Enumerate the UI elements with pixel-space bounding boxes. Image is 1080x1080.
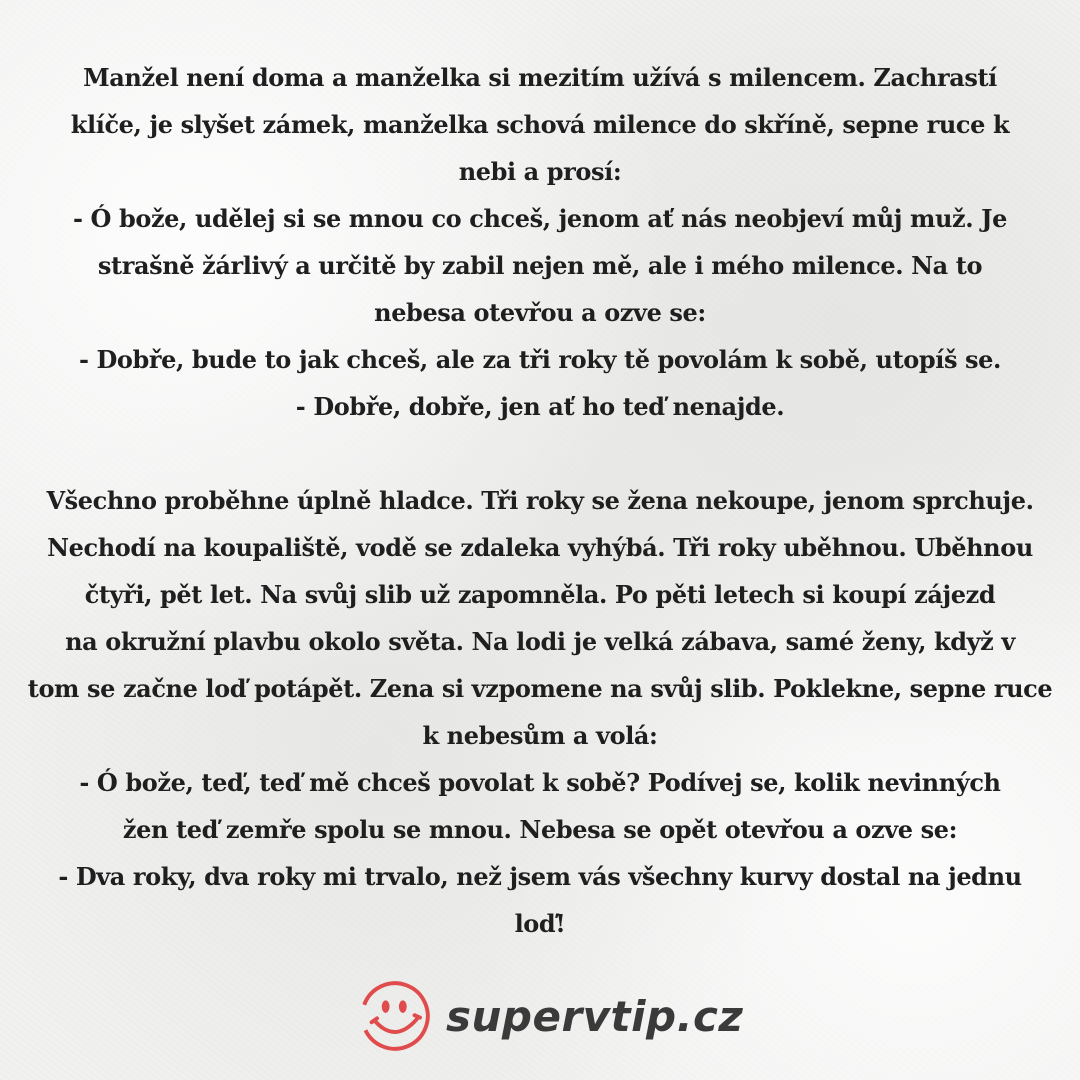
joke-line: strašně žárlivý a určitě by zabil nejen mě, ale i mého milence. Na to <box>97 251 983 280</box>
joke-text <box>10 54 1070 947</box>
smiley-face-icon <box>356 977 434 1055</box>
paragraph-gap <box>10 430 1070 477</box>
joke-line: na okružní plavbu okolo světa. Na lodi je velká zábava, samé ženy, když v <box>65 627 1015 656</box>
joke-line: Nechodí na koupaliště, vodě se zdaleka vyhýbá. Tři roky uběhnou. Uběhnou <box>47 533 1033 562</box>
joke-line: - Dobře, dobře, jen ať ho teď nenajde. <box>295 392 785 421</box>
brand-logo <box>356 976 743 1056</box>
joke-line: loď! <box>514 909 566 938</box>
joke-line: k nebesům a volá: <box>422 721 658 750</box>
joke-line: - Dva roky, dva roky mi trvalo, než jsem vás všechny kurvy dostal na jednu <box>58 862 1022 891</box>
brand-name: supervtip.cz <box>446 991 744 1041</box>
joke-line: nebi a prosí: <box>458 157 622 186</box>
joke-line: čtyři, pět let. Na svůj slib už zapomněla. Po pěti letech si koupí zájezd <box>84 580 996 609</box>
joke-line: Všechno proběhne úplně hladce. Tři roky se žena nekoupe, jenom sprchuje. <box>46 486 1034 515</box>
joke-line: klíče, je slyšet zámek, manželka schová milence do skříně, sepne ruce k <box>70 110 1010 139</box>
joke-line: - Dobře, bude to jak chceš, ale za tři roky tě povolám k sobě, utopíš se. <box>78 345 1001 374</box>
joke-line: Manžel není doma a manželka si mezitím užívá s milencem. Zachrastí <box>83 63 997 92</box>
joke-line: - Ó bože, udělej si se mnou co chceš, jenom ať nás neobjeví můj muž. Je <box>72 204 1007 233</box>
joke-line: žen teď zemře spolu se mnou. Nebesa se opět otevřou a ozve se: <box>122 815 958 844</box>
joke-line: - Ó bože, teď, teď mě chceš povolat k sobě? Podívej se, kolik nevinných <box>79 768 1001 797</box>
joke-line: tom se začne loď potápět. Zena si vzpomene na svůj slib. Poklekne, sepne ruce <box>27 674 1053 703</box>
joke-line: nebesa otevřou a ozve se: <box>374 298 706 327</box>
